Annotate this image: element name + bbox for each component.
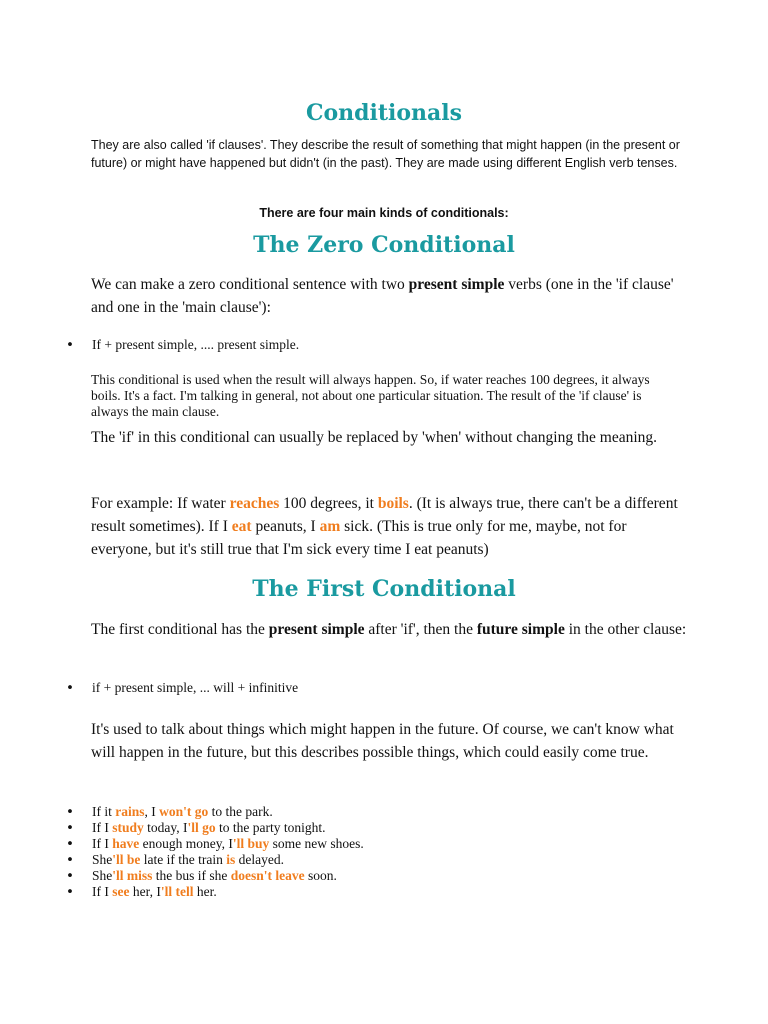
zero-usage-paragraph: This conditional is used when the result will always happen. So, if water reaches 100 degrees, it always boils. It's a fact. I'm talking in general, not about one particular situation. The result of the 'if clause' is always the main clause. <box>91 372 650 419</box>
zero-conditional-heading: The Zero Conditional <box>253 232 515 258</box>
first-usage-paragraph: It's used to talk about things which might happen in the future. Of course, we can't know what will happen in the future, but this describes possible things, which could easily come true. <box>91 721 674 761</box>
page-title: Conditionals <box>305 100 463 126</box>
first-examples-list <box>66 804 686 900</box>
four-kinds-note: There are four main kinds of conditionals: <box>259 206 509 220</box>
zero-intro-paragraph: We can make a zero conditional sentence with two present simple verbs (one in the 'if clause' and one in the 'main clause'): <box>91 276 674 316</box>
list-item: • She'll miss the bus if she doesn't leave soon. <box>66 868 686 884</box>
zero-when-note: The 'if' in this conditional can usually be replaced by 'when' without changing the meaning. <box>91 429 658 446</box>
first-conditional-heading: The First Conditional <box>252 576 516 602</box>
first-formula: • if + present simple, ... will + infinitive <box>66 680 686 696</box>
intro-paragraph: They are also called 'if clauses'. They describe the result of something that might happen (in the present or future) or might have happened but didn't (in the past). They are made using different English verb tenses. <box>91 138 680 170</box>
zero-example-paragraph: For example: If water reaches 100 degrees, it boils. (It is always true, there can't be a different result sometimes). If I eat peanuts, I am sick. (This is true only for me, maybe, not for everyone, but it's still true that I'm sick every time I eat peanuts) <box>91 495 678 558</box>
keyword-present-simple: present simple <box>408 276 505 293</box>
zero-formula: • If + present simple, .... present simple. <box>66 337 686 353</box>
keyword-present-simple: present simple <box>268 621 365 638</box>
list-item: • If I see her, I'll tell her. <box>66 884 686 900</box>
list-item: • If it rains, I won't go to the park. <box>66 804 686 820</box>
list-item: • If I have enough money, I'll buy some new shoes. <box>66 836 686 852</box>
first-intro-paragraph: The first conditional has the present simple after 'if', then the future simple in the other clause: <box>91 621 687 638</box>
list-item: • She'll be late if the train is delayed. <box>66 852 686 868</box>
first-formula-list <box>66 680 686 696</box>
list-item: • If I study today, I'll go to the party tonight. <box>66 820 686 836</box>
keyword-future-simple: future simple <box>476 621 565 638</box>
zero-formula-list <box>66 337 686 353</box>
